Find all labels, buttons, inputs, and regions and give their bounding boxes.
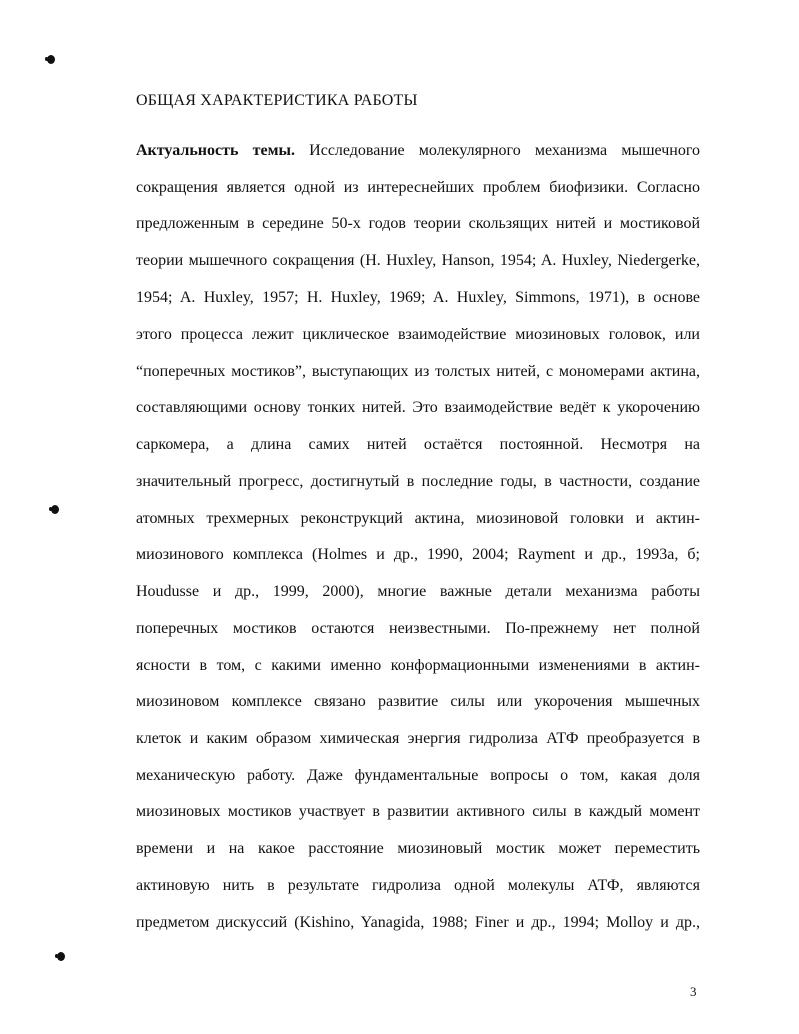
paragraph-line: значительный прогресс, достигнутый в последние годы, в частности, создание [136,473,700,490]
paragraph-line: теории мышечного сокращения (H. Huxley, Hanson, 1954; A. Huxley, Niedergerke, [136,252,700,269]
scan-mark-top-icon [47,55,55,64]
paragraph-line: составляющими основу тонких нитей. Это взаимодействие ведёт к укорочению [136,399,700,416]
paragraph-line: миозиновом комплексе связано развитие силы или укорочения мышечных [136,693,700,710]
first-line-text: Исследование молекулярного механизма мышечного [294,142,700,159]
page-number: 3 [690,984,697,999]
paragraph-line: атомных трехмерных реконструкций актина, миозиновой головки и актин- [136,510,700,527]
paragraph-line: предложенным в середине 50-х годов теории скользящих нитей и мостиковой [136,215,700,232]
paragraph-line: сокращения является одной из интереснейших проблем биофизики. Согласно [136,179,700,196]
paragraph-line: Houdusse и др., 1999, 2000), многие важные детали механизма работы [136,583,700,600]
paragraph-line: времени и на какое расстояние миозиновый мостик может переместить [136,840,700,857]
paragraph-line: этого процесса лежит циклическое взаимодействие миозиновых головок, или [136,326,700,343]
paragraph-line: поперечных мостиков остаются неизвестными. По-прежнему нет полной [136,620,700,637]
paragraph-line: саркомера, а длина самих нитей остаётся постоянной. Несмотря на [136,436,700,453]
paragraph-line: ясности в том, с какими именно конформационными изменениями в актин- [136,657,700,674]
paragraph-line: “поперечных мостиков”, выступающих из толстых нитей, с мономерами актина, [136,363,700,380]
paragraph-line: предметом дискуссий (Kishino, Yanagida, 1988; Finer и др., 1994; Molloy и др., [136,914,700,931]
paragraph-line: миозиновых мостиков участвует в развитии активного силы в каждый момент [136,803,700,820]
paragraph-line: 1954; A. Huxley, 1957; H. Huxley, 1969; A. Huxley, Simmons, 1971), в основе [136,289,700,306]
paragraph-line-first [136,141,700,161]
paragraph-line: миозинового комплекса (Holmes и др., 1990, 2004; Rayment и др., 1993а, б; [136,546,700,563]
paragraph-line: актиновую нить в результате гидролиза одной молекулы АТФ, являются [136,877,700,894]
scan-mark-middle-icon [51,505,59,514]
paragraph-line: механическую работу. Даже фундаментальные вопросы о том, какая доля [136,767,700,784]
section-label: Актуальность темы. [136,142,295,159]
scan-mark-bottom-icon [57,952,65,961]
paragraph-line: клеток и каким образом химическая энергия гидролиза АТФ преобразуется в [136,730,700,747]
section-heading: ОБЩАЯ ХАРАКТЕРИСТИКА РАБОТЫ [136,92,418,109]
